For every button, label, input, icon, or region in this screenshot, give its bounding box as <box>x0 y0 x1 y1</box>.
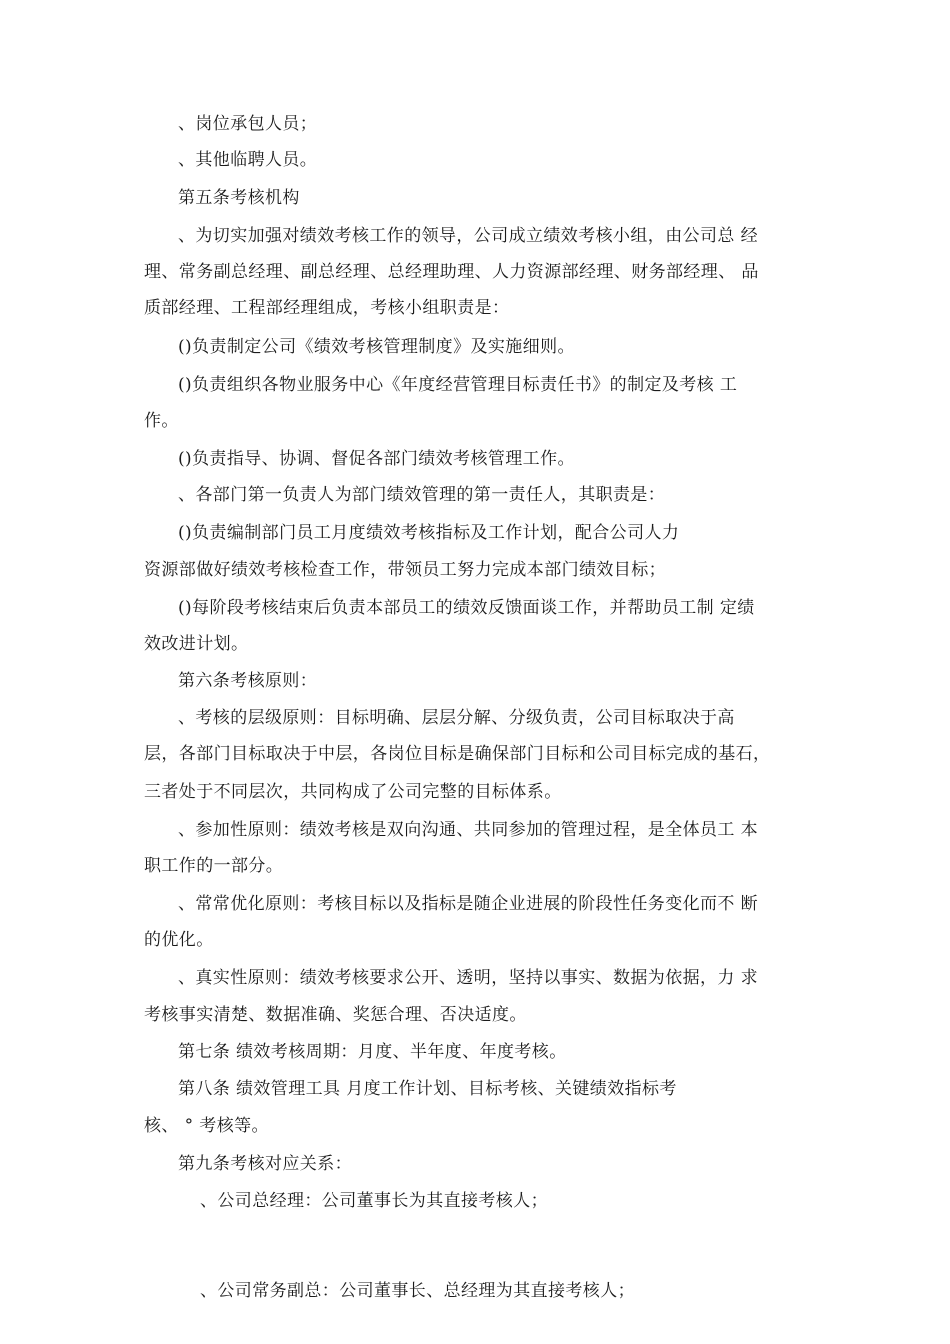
section-heading: 第六条考核原则： <box>178 671 318 691</box>
text-line: 、各部门第一负责人为部门绩效管理的第一责任人，其职责是： <box>178 485 666 505</box>
text-line: 、为切实加强对绩效考核工作的领导，公司成立绩效考核小组，由公司总 经 <box>178 226 759 246</box>
text-line: 、常常优化原则：考核目标以及指标是随企业进展的阶段性任务变化而不 断 <box>178 894 759 914</box>
section-heading: 第五条考核机构 <box>178 188 300 208</box>
text-line: 、其他临聘人员。 <box>178 150 318 170</box>
text-line: 层，各部门目标取决于中层，各岗位目标是确保部门目标和公司目标完成的基石， <box>144 744 771 764</box>
text-line: ()负责制定公司《绩效考核管理制度》及实施细则。 <box>178 337 575 357</box>
text-line: 质部经理、工程部经理组成，考核小组职责是： <box>144 298 510 318</box>
text-line: 资源部做好绩效考核检查工作，带领员工努力完成本部门绩效目标； <box>144 560 666 580</box>
section-heading: 第七条 绩效考核周期：月度、半年度、年度考核。 <box>178 1042 567 1062</box>
text-line: 、公司常务副总：公司董事长、总经理为其直接考核人； <box>200 1281 635 1301</box>
text-line: 作。 <box>144 411 179 431</box>
text-line: ()负责编制部门员工月度绩效考核指标及工作计划，配合公司人力 <box>178 523 680 543</box>
text-line: ()每阶段考核结束后负责本部员工的绩效反馈面谈工作，并帮助员工制 定绩 <box>178 598 755 618</box>
section-heading: 第九条考核对应关系： <box>178 1154 352 1174</box>
text-line: 理、常务副总经理、副总经理、总经理助理、人力资源部经理、财务部经理、 品 <box>144 262 759 282</box>
text-line: 职工作的一部分。 <box>144 856 284 876</box>
text-line: 、考核的层级原则：目标明确、层层分解、分级负责，公司目标取决于高 <box>178 708 735 728</box>
text-line: 核、 ° 考核等。 <box>144 1116 269 1136</box>
text-line: 、参加性原则：绩效考核是双向沟通、共同参加的管理过程，是全体员工 本 <box>178 820 759 840</box>
text-line: 、岗位承包人员； <box>178 114 318 134</box>
text-line: 考核事实清楚、数据准确、奖惩合理、否决适度。 <box>144 1005 527 1025</box>
text-line: ()负责指导、协调、督促各部门绩效考核管理工作。 <box>178 449 575 469</box>
section-heading: 第八条 绩效管理工具 月度工作计划、目标考核、关键绩效指标考 <box>178 1079 677 1099</box>
text-line: ()负责组织各物业服务中心《年度经营管理目标责任书》的制定及考核 工 <box>178 375 738 395</box>
text-line: 、真实性原则：绩效考核要求公开、透明，坚持以事实、数据为依据，力 求 <box>178 968 759 988</box>
text-line: 效改进计划。 <box>144 634 249 654</box>
text-line: 、公司总经理：公司董事长为其直接考核人； <box>200 1191 548 1211</box>
text-line: 三者处于不同层次，共同构成了公司完整的目标体系。 <box>144 782 562 802</box>
text-line: 的优化。 <box>144 930 214 950</box>
